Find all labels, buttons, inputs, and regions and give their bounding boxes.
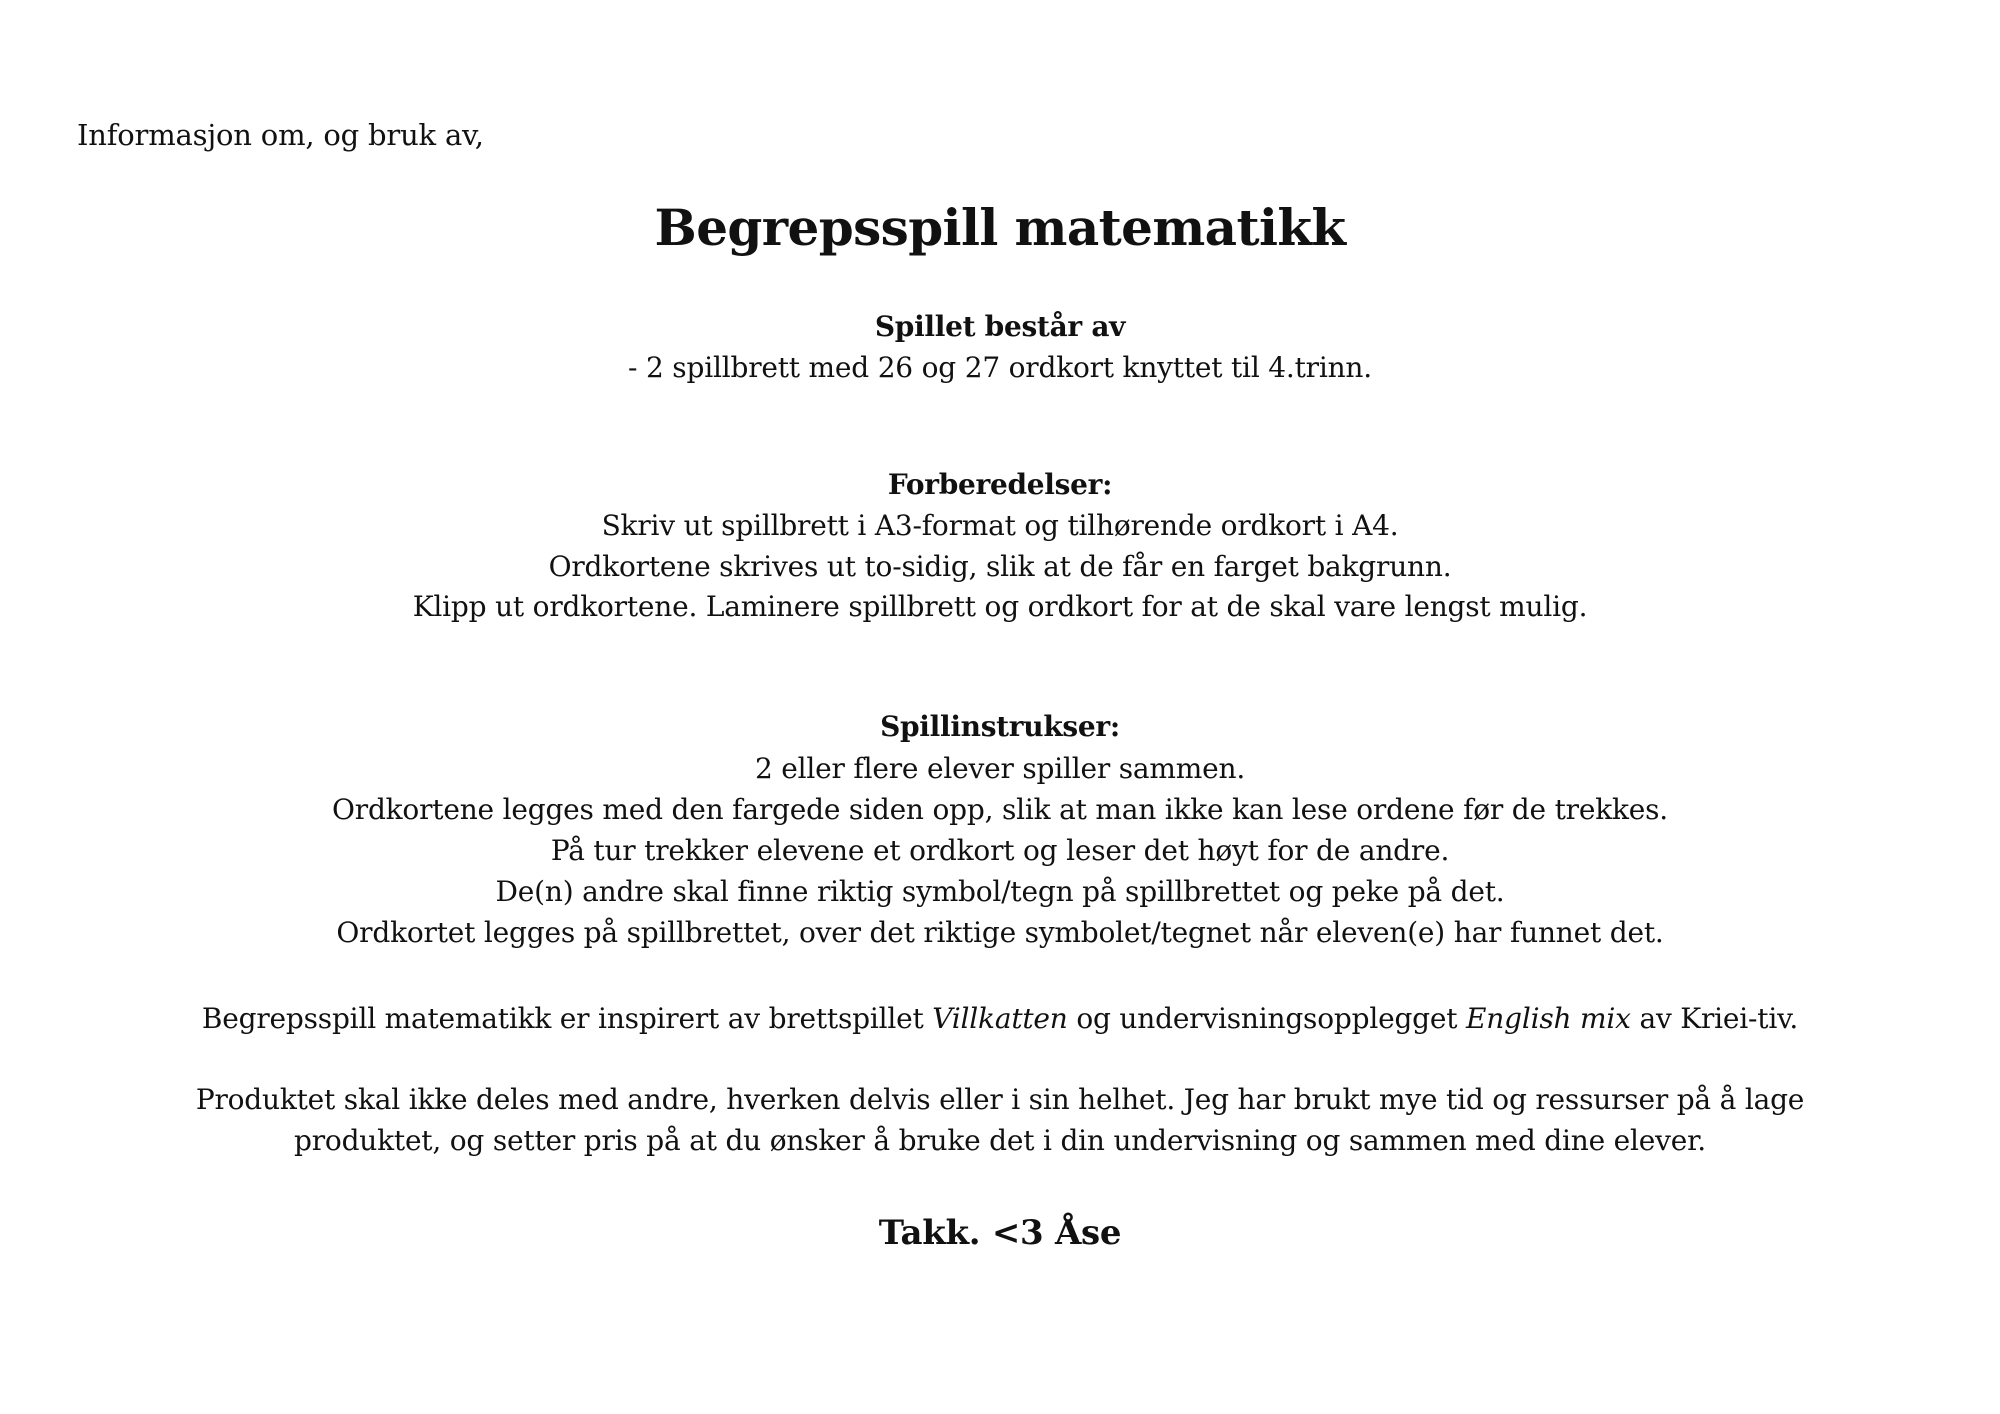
copyright-line: produktet, og setter pris på at du ønsker å bruke det i din undervisning og sammen med dine elever. xyxy=(294,1124,1706,1157)
intro-text: Informasjon om, og bruk av, xyxy=(77,118,484,152)
game-name: Villkatten xyxy=(932,1002,1068,1035)
inspiration-text: Begrepsspill matematikk er inspirert av brettspillet xyxy=(201,1002,933,1035)
preparations-line: Skriv ut spillbrett i A3-format og tilhørende ordkort i A4. xyxy=(601,509,1399,542)
copyright-line: Produktet skal ikke deles med andre, hverken delvis eller i sin helhet. Jeg har brukt mye tid og ressurser på å lage xyxy=(195,1083,1805,1116)
inspiration-text: av Kriei-tiv. xyxy=(1630,1002,1799,1035)
instructions-line: Ordkortet legges på spillbrettet, over det riktige symbolet/tegnet når eleven(e) har funnet det. xyxy=(336,916,1664,949)
section-heading-instructions: Spillinstrukser: xyxy=(880,710,1120,743)
page-title: Begrepsspill matematikk xyxy=(654,198,1346,257)
instructions-line: Ordkortene legges med den fargede siden opp, slik at man ikke kan lese ordene før de trekkes. xyxy=(332,793,1668,826)
section-heading-contents: Spillet består av xyxy=(874,310,1126,343)
contents-line: - 2 spillbrett med 26 og 27 ordkort knyttet til 4.trinn. xyxy=(628,351,1372,384)
inspiration-credit xyxy=(0,1002,2000,1035)
inspiration-text: og undervisningsopplegget xyxy=(1067,1002,1467,1035)
signature: Takk. <3 Åse xyxy=(878,1213,1122,1253)
section-heading-preparations: Forberedelser: xyxy=(887,468,1113,501)
preparations-line: Ordkortene skrives ut to-sidig, slik at de får en farget bakgrunn. xyxy=(548,550,1452,583)
preparations-line: Klipp ut ordkortene. Laminere spillbrett og ordkort for at de skal vare lengst mulig. xyxy=(412,590,1588,623)
instructions-line: På tur trekker elevene et ordkort og leser det høyt for de andre. xyxy=(550,834,1450,867)
instructions-line: 2 eller flere elever spiller sammen. xyxy=(754,752,1246,785)
instructions-line: De(n) andre skal finne riktig symbol/tegn på spillbrettet og peke på det. xyxy=(495,875,1505,908)
program-name: English mix xyxy=(1466,1002,1631,1035)
